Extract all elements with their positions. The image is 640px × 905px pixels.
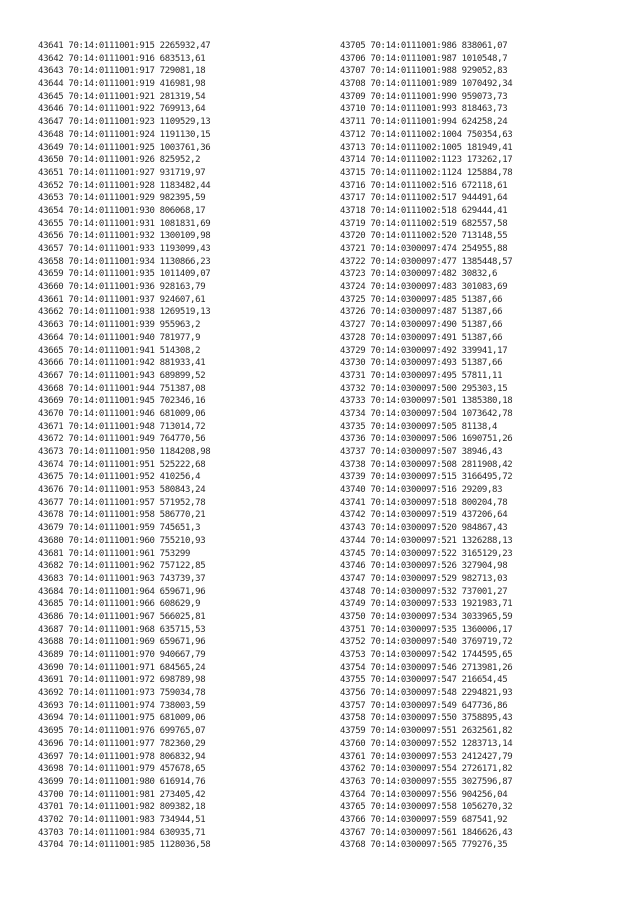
record-row: 43670 70:14:0111001:946 681009,06 xyxy=(38,408,206,419)
record-row: 43749 70:14:0300097:533 1921983,71 xyxy=(340,599,513,610)
record-row: 43764 70:14:0300097:556 904256,04 xyxy=(340,789,508,800)
record-row: 43728 70:14:0300097:491 51387,66 xyxy=(340,332,503,343)
record-row: 43681 70:14:0111001:961 753299 xyxy=(38,548,191,559)
record-row: 43657 70:14:0111001:933 1193099,43 xyxy=(38,244,211,254)
record-row: 43740 70:14:0300097:516 29209,83 xyxy=(340,485,503,496)
record-row: 43715 70:14:0111002:1124 125884,78 xyxy=(340,167,513,178)
record-row: 43690 70:14:0111001:971 684565,24 xyxy=(38,662,206,673)
record-row: 43734 70:14:0300097:504 1073642,78 xyxy=(340,408,513,419)
record-row: 43676 70:14:0111001:953 580843,24 xyxy=(38,485,206,496)
record-row: 43683 70:14:0111001:963 743739,37 xyxy=(38,573,206,584)
record-row: 43739 70:14:0300097:515 3166495,72 xyxy=(340,472,513,483)
right-column xyxy=(340,40,512,852)
record-row: 43751 70:14:0300097:535 1360006,17 xyxy=(340,624,513,635)
record-row: 43641 70:14:0111001:915 2265932,47 xyxy=(38,41,211,51)
record-row: 43703 70:14:0111001:984 630935,71 xyxy=(38,827,206,838)
record-row: 43757 70:14:0300097:549 647736,86 xyxy=(340,700,508,711)
record-row: 43706 70:14:0111001:987 1010548,7 xyxy=(340,53,508,64)
record-row: 43664 70:14:0111001:940 781977,9 xyxy=(38,332,201,343)
record-row: 43724 70:14:0300097:483 301083,69 xyxy=(340,282,508,293)
record-row: 43671 70:14:0111001:948 713014,72 xyxy=(38,421,206,432)
record-row: 43705 70:14:0111001:986 838061,07 xyxy=(340,41,508,51)
record-row: 43738 70:14:0300097:508 2811908,42 xyxy=(340,459,513,470)
record-row: 43761 70:14:0300097:553 2412427,79 xyxy=(340,751,513,762)
record-row: 43716 70:14:0111002:516 672118,61 xyxy=(340,180,508,191)
record-row: 43731 70:14:0300097:495 57811,11 xyxy=(340,370,503,381)
record-row: 43695 70:14:0111001:976 699765,07 xyxy=(38,726,206,737)
record-row: 43680 70:14:0111001:960 755210,93 xyxy=(38,535,206,546)
record-row: 43756 70:14:0300097:548 2294821,93 xyxy=(340,688,513,699)
record-row: 43658 70:14:0111001:934 1130866,23 xyxy=(38,256,211,267)
record-row: 43768 70:14:0300097:565 779276,35 xyxy=(340,840,508,851)
record-row: 43667 70:14:0111001:943 689899,52 xyxy=(38,370,206,381)
record-row: 43713 70:14:0111002:1005 181949,41 xyxy=(340,142,513,153)
record-row: 43673 70:14:0111001:950 1184208,98 xyxy=(38,447,211,457)
record-row: 43656 70:14:0111001:932 1300109,98 xyxy=(38,231,211,242)
record-row: 43643 70:14:0111001:917 729081,18 xyxy=(38,66,206,77)
record-row: 43766 70:14:0300097:559 687541,92 xyxy=(340,814,508,825)
record-row: 43732 70:14:0300097:500 295303,15 xyxy=(340,383,508,394)
record-row: 43693 70:14:0111001:974 738003,59 xyxy=(38,700,206,711)
record-row: 43736 70:14:0300097:506 1690751,26 xyxy=(340,434,513,445)
record-row: 43651 70:14:0111001:927 931719,97 xyxy=(38,167,206,178)
record-row: 43758 70:14:0300097:550 3758895,43 xyxy=(340,713,513,724)
record-row: 43765 70:14:0300097:558 1056270,32 xyxy=(340,802,513,813)
record-row: 43730 70:14:0300097:493 51387,66 xyxy=(340,358,503,369)
record-row: 43697 70:14:0111001:978 806832,94 xyxy=(38,751,206,762)
record-row: 43648 70:14:0111001:924 1191130,15 xyxy=(38,129,211,140)
record-row: 43686 70:14:0111001:967 566025,81 xyxy=(38,611,206,622)
record-row: 43702 70:14:0111001:983 734944,51 xyxy=(38,814,206,825)
record-row: 43748 70:14:0300097:532 737001,27 xyxy=(340,586,508,597)
record-row: 43689 70:14:0111001:970 940667,79 xyxy=(38,650,206,660)
record-row: 43661 70:14:0111001:937 924607,61 xyxy=(38,294,206,305)
record-row: 43687 70:14:0111001:968 635715,53 xyxy=(38,624,206,635)
record-row: 43733 70:14:0300097:501 1385380,18 xyxy=(340,396,513,407)
record-row: 43722 70:14:0300097:477 1385448,57 xyxy=(340,256,513,267)
record-row: 43678 70:14:0111001:958 586770,21 xyxy=(38,510,206,521)
record-row: 43650 70:14:0111001:926 825952,2 xyxy=(38,155,201,166)
record-row: 43645 70:14:0111001:921 281319,54 xyxy=(38,91,206,102)
record-row: 43746 70:14:0300097:526 327904,98 xyxy=(340,561,508,572)
record-row: 43663 70:14:0111001:939 955963,2 xyxy=(38,320,201,331)
record-row: 43679 70:14:0111001:959 745651,3 xyxy=(38,523,201,534)
record-row: 43655 70:14:0111001:931 1081831,69 xyxy=(38,218,211,229)
record-row: 43759 70:14:0300097:551 2632561,82 xyxy=(340,726,513,737)
record-row: 43675 70:14:0111001:952 410256,4 xyxy=(38,472,201,483)
record-row: 43752 70:14:0300097:540 3769719,72 xyxy=(340,637,513,648)
record-row: 43685 70:14:0111001:966 608629,9 xyxy=(38,599,201,610)
record-row: 43750 70:14:0300097:534 3033965,59 xyxy=(340,611,513,622)
record-row: 43692 70:14:0111001:973 759034,78 xyxy=(38,688,206,699)
record-row: 43763 70:14:0300097:555 3027596,87 xyxy=(340,776,513,787)
record-row: 43708 70:14:0111001:989 1070492,34 xyxy=(340,79,513,90)
record-row: 43696 70:14:0111001:977 782360,29 xyxy=(38,738,206,749)
record-row: 43665 70:14:0111001:941 514308,2 xyxy=(38,345,201,356)
record-row: 43745 70:14:0300097:522 3165129,23 xyxy=(340,548,513,559)
record-row: 43747 70:14:0300097:529 982713,03 xyxy=(340,573,508,584)
record-row: 43660 70:14:0111001:936 928163,79 xyxy=(38,282,206,293)
record-row: 43709 70:14:0111001:990 959073,73 xyxy=(340,91,508,102)
record-row: 43744 70:14:0300097:521 1326288,13 xyxy=(340,535,513,546)
record-row: 43647 70:14:0111001:923 1109529,13 xyxy=(38,117,211,128)
record-row: 43726 70:14:0300097:487 51387,66 xyxy=(340,307,503,318)
record-row: 43659 70:14:0111001:935 1011409,07 xyxy=(38,269,211,280)
record-row: 43743 70:14:0300097:520 984867,43 xyxy=(340,523,508,534)
record-row: 43760 70:14:0300097:552 1283713,14 xyxy=(340,738,513,749)
record-row: 43710 70:14:0111001:993 818463,73 xyxy=(340,104,508,115)
record-row: 43669 70:14:0111001:945 702346,16 xyxy=(38,396,206,407)
record-row: 43699 70:14:0111001:980 616914,76 xyxy=(38,776,206,787)
record-row: 43720 70:14:0111002:520 713148,55 xyxy=(340,231,508,242)
record-row: 43725 70:14:0300097:485 51387,66 xyxy=(340,294,503,305)
record-row: 43718 70:14:0111002:518 629444,41 xyxy=(340,205,508,216)
record-row: 43704 70:14:0111001:985 1128036,58 xyxy=(38,840,211,851)
record-row: 43684 70:14:0111001:964 659671,96 xyxy=(38,586,206,597)
record-row: 43646 70:14:0111001:922 769913,64 xyxy=(38,104,206,115)
record-row: 43714 70:14:0111002:1123 173262,17 xyxy=(340,155,513,166)
record-row: 43755 70:14:0300097:547 216654,45 xyxy=(340,675,508,686)
record-row: 43654 70:14:0111001:930 806068,17 xyxy=(38,205,206,216)
record-row: 43735 70:14:0300097:505 81138,4 xyxy=(340,421,498,432)
record-row: 43707 70:14:0111001:988 929052,83 xyxy=(340,66,508,77)
record-row: 43666 70:14:0111001:942 881933,41 xyxy=(38,358,206,369)
record-row: 43712 70:14:0111002:1004 750354,63 xyxy=(340,129,513,140)
record-row: 43682 70:14:0111001:962 757122,85 xyxy=(38,561,206,572)
record-row: 43691 70:14:0111001:972 698789,98 xyxy=(38,675,206,686)
record-row: 43642 70:14:0111001:916 683513,61 xyxy=(38,53,206,64)
record-row: 43719 70:14:0111002:519 682557,58 xyxy=(340,218,508,229)
record-row: 43674 70:14:0111001:951 525222,68 xyxy=(38,459,206,470)
record-row: 43711 70:14:0111001:994 624258,24 xyxy=(340,117,508,128)
record-row: 43662 70:14:0111001:938 1269519,13 xyxy=(38,307,211,318)
record-row: 43723 70:14:0300097:482 30832,6 xyxy=(340,269,498,280)
record-row: 43677 70:14:0111001:957 571952,78 xyxy=(38,497,206,508)
record-row: 43767 70:14:0300097:561 1846626,43 xyxy=(340,827,513,838)
record-row: 43729 70:14:0300097:492 339941,17 xyxy=(340,345,508,356)
record-row: 43737 70:14:0300097:507 38946,43 xyxy=(340,447,503,457)
record-row: 43644 70:14:0111001:919 416981,98 xyxy=(38,79,206,90)
record-row: 43721 70:14:0300097:474 254955,88 xyxy=(340,244,508,254)
record-row: 43762 70:14:0300097:554 2726171,82 xyxy=(340,764,513,775)
record-row: 43741 70:14:0300097:518 800204,78 xyxy=(340,497,508,508)
record-row: 43672 70:14:0111001:949 764770,56 xyxy=(38,434,206,445)
record-row: 43649 70:14:0111001:925 1003761,36 xyxy=(38,142,211,153)
record-row: 43694 70:14:0111001:975 681009,06 xyxy=(38,713,206,724)
record-row: 43717 70:14:0111002:517 944491,64 xyxy=(340,193,508,204)
record-row: 43668 70:14:0111001:944 751387,08 xyxy=(38,383,206,394)
record-row: 43727 70:14:0300097:490 51387,66 xyxy=(340,320,503,331)
record-row: 43701 70:14:0111001:982 809382,18 xyxy=(38,802,206,813)
record-row: 43652 70:14:0111001:928 1183482,44 xyxy=(38,180,211,191)
record-row: 43653 70:14:0111001:929 982395,59 xyxy=(38,193,206,204)
record-row: 43688 70:14:0111001:969 659671,96 xyxy=(38,637,206,648)
record-row: 43742 70:14:0300097:519 437206,64 xyxy=(340,510,508,521)
record-row: 43698 70:14:0111001:979 457678,65 xyxy=(38,764,206,775)
left-column xyxy=(38,40,210,852)
record-row: 43753 70:14:0300097:542 1744595,65 xyxy=(340,650,513,660)
record-row: 43754 70:14:0300097:546 2713981,26 xyxy=(340,662,513,673)
record-row: 43700 70:14:0111001:981 273405,42 xyxy=(38,789,206,800)
